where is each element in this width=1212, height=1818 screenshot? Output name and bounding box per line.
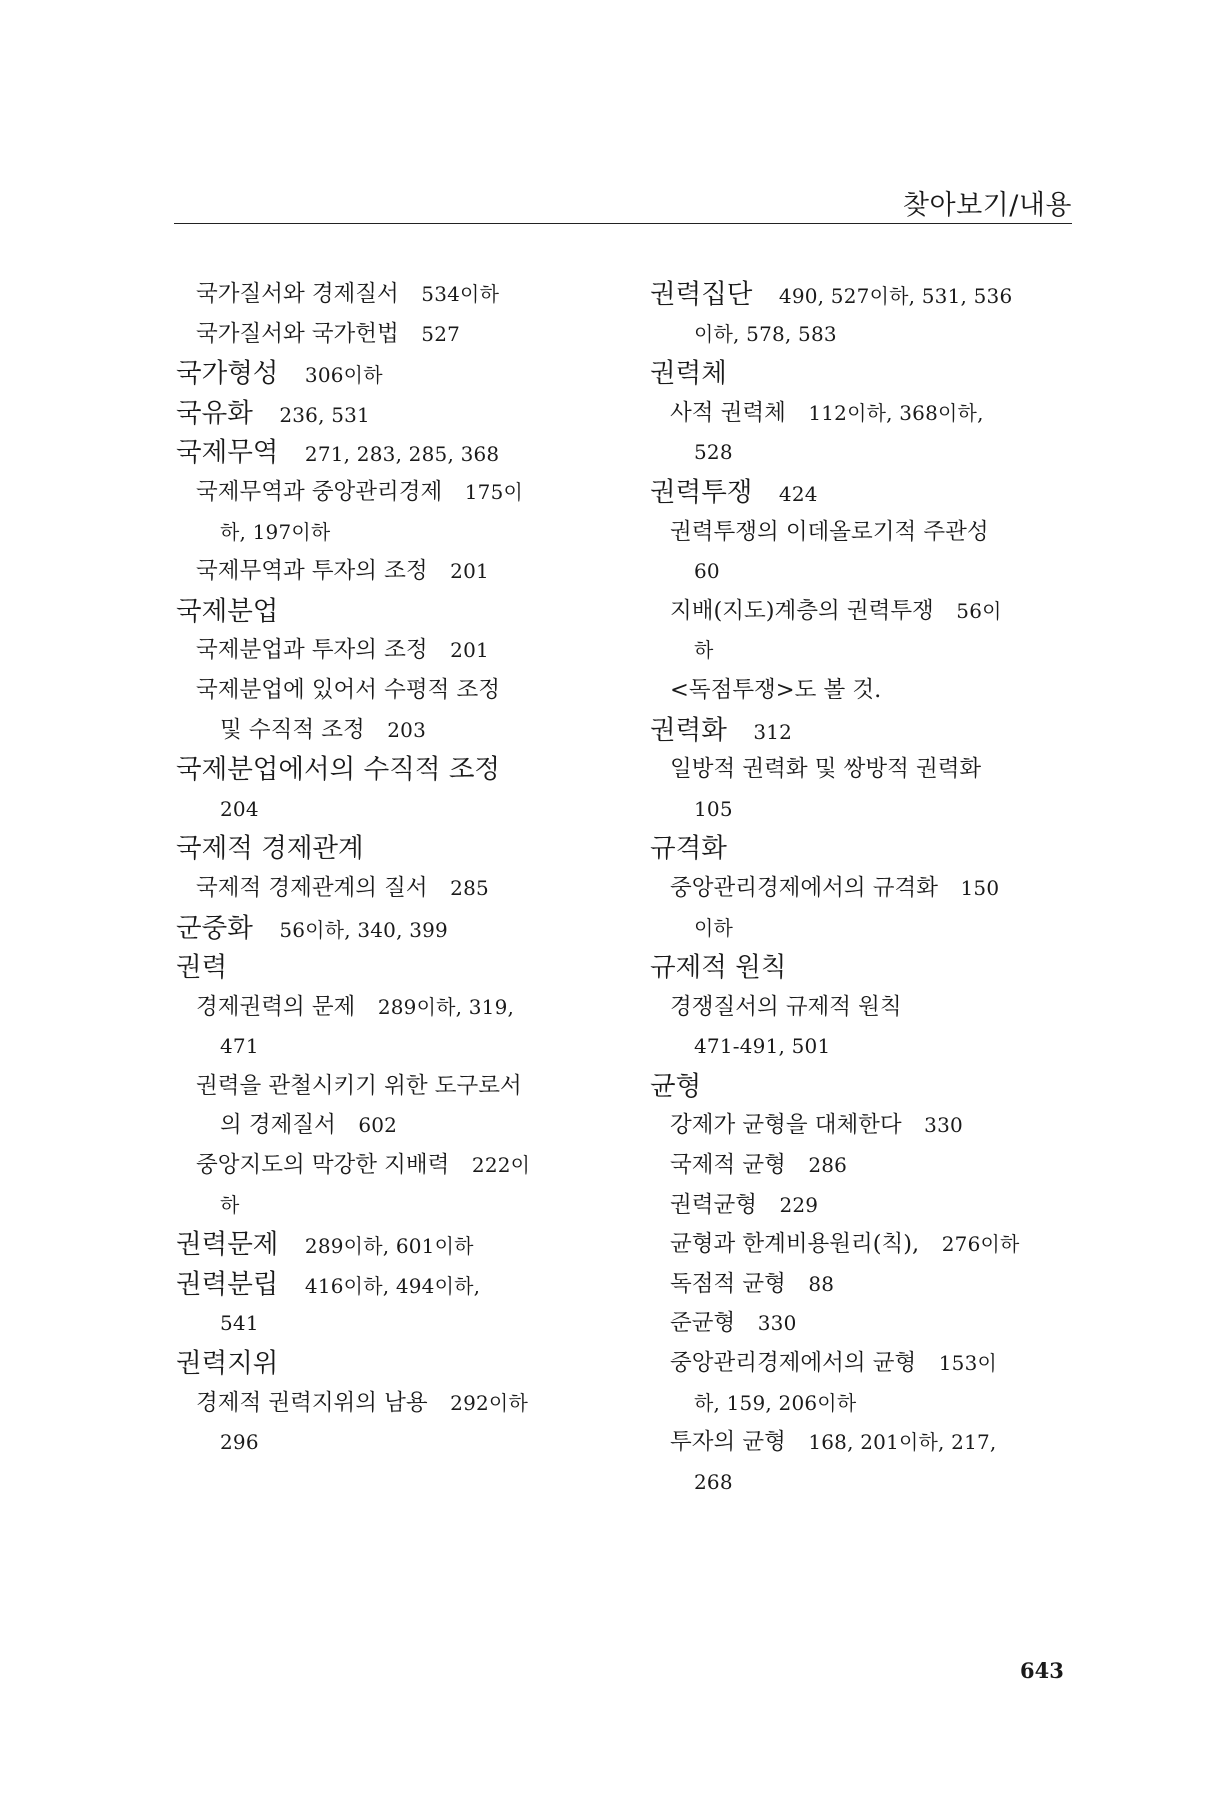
index-pages: 175이 (464, 479, 524, 504)
index-entry-main (650, 829, 1100, 869)
index-pages: 하, 159, 206이하 (694, 1390, 857, 1415)
index-term: 국제무역과 투자의 조정 (196, 558, 428, 585)
index-term: 국제분업에서의 수직적 조정 (176, 754, 501, 786)
index-entry-sub (650, 1423, 1100, 1463)
index-entry-sub (650, 1146, 1100, 1186)
index-pages: 490, 527이하, 531, 536 (778, 284, 1013, 308)
index-pages: 276이하 (941, 1232, 1020, 1257)
index-entry-main (650, 711, 1100, 751)
index-term: 권력 (176, 952, 228, 984)
index-pages: 이하, 578, 583 (694, 321, 837, 346)
running-head-title: 찾아보기/내용 (902, 190, 1072, 221)
index-term: 국제무역과 중앙관리경제 (196, 478, 443, 505)
index-pages: 312 (753, 719, 793, 744)
index-pages: 하 (220, 1192, 240, 1217)
index-pages: 289이하, 319, (377, 994, 515, 1019)
index-term: 중앙관리경제에서의 규격화 (670, 874, 938, 901)
index-term: 국가질서와 국가헌법 (196, 320, 399, 347)
index-term: 국가질서와 경제질서 (196, 281, 399, 307)
index-term: 권력균형 (670, 1191, 757, 1218)
index-term: 준균형 (670, 1310, 736, 1337)
index-term: 독점적 균형 (670, 1270, 786, 1297)
index-entry-main (176, 750, 626, 790)
index-entry-sub (176, 1384, 626, 1424)
index-entry-cont (176, 790, 626, 830)
index-pages: 112이하, 368이하, (808, 400, 984, 425)
index-term: <독점투쟁>도 볼 것. (670, 676, 882, 703)
index-pages: 204 (220, 796, 259, 821)
index-entry-main (176, 592, 626, 632)
index-entry-main (176, 433, 626, 473)
index-term: 국제분업에 있어서 수평적 조정 (196, 676, 501, 703)
index-term: 권력집단 (650, 279, 753, 310)
index-pages: 60 (694, 559, 720, 584)
index-pages: 56이 (956, 598, 1002, 623)
index-pages: 201 (450, 559, 489, 584)
index-entry-cont (650, 1384, 1100, 1424)
index-term: 경쟁질서의 규제적 원칙 (670, 993, 902, 1020)
index-entry-main (176, 354, 626, 394)
index-pages: 528 (694, 440, 733, 465)
index-pages: 289이하, 601이하 (304, 1234, 474, 1259)
index-term: 권력문제 (176, 1229, 279, 1261)
index-term: 권력투쟁의 이데올로기적 주관성 (670, 518, 989, 545)
index-entry-sub (650, 513, 1100, 553)
index-pages: 236, 531 (279, 402, 370, 427)
index-term: 강제가 균형을 대체한다 (670, 1112, 902, 1139)
index-entry-sub (176, 988, 626, 1028)
index-entry-cont (176, 1027, 626, 1067)
index-term: 투자의 균형 (670, 1429, 786, 1456)
index-column-right (650, 275, 1100, 1502)
index-pages: 271, 283, 285, 368 (304, 442, 500, 467)
index-pages: 105 (694, 796, 733, 821)
index-term: 규제적 원칙 (650, 952, 787, 984)
index-pages: 424 (778, 481, 818, 506)
index-entry-sub (176, 275, 626, 315)
index-entry-sub (650, 750, 1100, 790)
index-pages: 153이 (938, 1351, 998, 1376)
index-term: 경제권력의 문제 (196, 993, 356, 1020)
index-entry-cont (176, 1186, 626, 1226)
index-entry-sub (176, 869, 626, 909)
index-entry-sub (650, 988, 1100, 1028)
index-term: 균형 (650, 1070, 702, 1102)
index-term: 국제적 경제관계 (176, 833, 364, 865)
index-entry-main (176, 948, 626, 988)
index-entry-main (176, 1265, 626, 1305)
index-term: 사적 권력체 (670, 399, 786, 426)
index-term: 중앙관리경제에서의 균형 (670, 1350, 917, 1377)
index-entry-sub (650, 1106, 1100, 1146)
index-entry-cont (650, 1463, 1100, 1503)
index-pages: 541 (220, 1311, 259, 1336)
index-pages: 416이하, 494이하, (304, 1273, 481, 1298)
index-term: 국제적 경제관계의 질서 (196, 874, 428, 901)
index-entry-main (650, 275, 1100, 315)
index-term: 국가형성 (176, 358, 279, 390)
index-term: 국제무역 (176, 437, 279, 469)
index-pages: 286 (808, 1153, 848, 1178)
index-pages: 471-491, 501 (694, 1034, 831, 1059)
index-entry-cont (650, 631, 1100, 671)
index-term: 균형과 한계비용원리(칙), (670, 1231, 920, 1258)
index-entry-main (176, 1225, 626, 1265)
index-pages: 203 (387, 717, 426, 742)
index-pages: 527 (421, 321, 461, 346)
index-entry-sub (650, 394, 1100, 434)
index-term: 권력지위 (176, 1348, 279, 1380)
index-column-left (176, 275, 626, 1463)
index-pages: 292이하 (450, 1390, 528, 1415)
index-entry-cont (650, 790, 1100, 830)
index-entry-cont (176, 513, 626, 553)
index-entry-main (176, 394, 626, 434)
index-term: 규격화 (650, 833, 727, 865)
index-pages: 150 (960, 875, 1000, 900)
index-term: 권력체 (650, 358, 727, 390)
index-entry-sub (650, 1265, 1100, 1305)
index-pages: 하, 197이하 (220, 519, 331, 544)
index-entry-sub (176, 552, 626, 592)
index-term: 국제분업과 투자의 조정 (196, 637, 428, 664)
index-entry-sub (176, 473, 626, 513)
running-head (174, 183, 1072, 224)
index-pages: 330 (924, 1113, 963, 1138)
index-pages: 602 (358, 1113, 398, 1138)
index-entry-cont (176, 1106, 626, 1146)
index-pages: 534이하 (421, 282, 500, 306)
index-entry-main (650, 354, 1100, 394)
index-entry-cont (650, 552, 1100, 592)
index-entry-main (650, 1067, 1100, 1107)
index-term: 경제적 권력지위의 남용 (196, 1389, 428, 1416)
index-entry-sub (176, 671, 626, 711)
index-term: 권력화 (650, 714, 727, 746)
index-entry-main (176, 829, 626, 869)
index-entry-sub (650, 1225, 1100, 1265)
index-pages: 이하 (694, 915, 734, 940)
index-pages: 229 (779, 1192, 819, 1217)
index-entry-sub (176, 1067, 626, 1107)
index-entry-cont (650, 433, 1100, 473)
index-entry-sub (650, 592, 1100, 632)
index-entry-cont (176, 1423, 626, 1463)
index-term: 일방적 권력화 및 쌍방적 권력화 (670, 756, 982, 783)
index-term: 및 수직적 조정 (220, 716, 365, 743)
index-entry-cont (650, 1027, 1100, 1067)
index-entry-sub (176, 631, 626, 671)
index-term: 권력을 관철시키기 위한 도구로서 (196, 1072, 522, 1099)
index-pages: 222이 (471, 1153, 531, 1178)
index-pages: 201 (450, 638, 489, 663)
index-pages: 306이하 (304, 363, 383, 388)
index-entry-main (176, 909, 626, 949)
index-entry-main (650, 948, 1100, 988)
index-entry-sub (650, 1186, 1100, 1226)
index-term: 국제적 균형 (670, 1152, 786, 1179)
index-term: 국제분업 (176, 595, 279, 627)
index-term: 권력분립 (176, 1268, 279, 1300)
index-pages: 285 (450, 875, 489, 900)
index-entry-sub (650, 671, 1100, 711)
index-entry-cont (176, 711, 626, 751)
index-entry-main (176, 1344, 626, 1384)
index-entry-sub (176, 1146, 626, 1186)
index-term: 권력투쟁 (650, 476, 753, 508)
index-entry-sub (650, 869, 1100, 909)
index-entry-cont (176, 1304, 626, 1344)
index-entry-sub (176, 315, 626, 355)
index-pages: 471 (220, 1034, 259, 1059)
index-entry-cont (650, 909, 1100, 949)
index-pages: 168, 201이하, 217, (808, 1430, 997, 1455)
index-entry-sub (650, 1344, 1100, 1384)
index-term: 지배(지도)계층의 권력투쟁 (670, 597, 934, 624)
index-term: 국유화 (176, 397, 253, 429)
page-number: 643 (1020, 1658, 1064, 1683)
index-entry-sub (650, 1304, 1100, 1344)
index-entry-main (650, 473, 1100, 513)
index-term: 의 경제질서 (220, 1112, 336, 1139)
index-pages: 268 (694, 1469, 733, 1494)
index-pages: 296 (220, 1430, 259, 1455)
index-term: 중앙지도의 막강한 지배력 (196, 1152, 450, 1179)
index-pages: 하 (694, 638, 714, 663)
index-pages: 88 (808, 1271, 835, 1296)
index-term: 군중화 (176, 912, 253, 944)
index-pages: 56이하, 340, 399 (279, 917, 448, 942)
index-entry-cont (650, 315, 1100, 355)
index-pages: 330 (757, 1311, 797, 1336)
